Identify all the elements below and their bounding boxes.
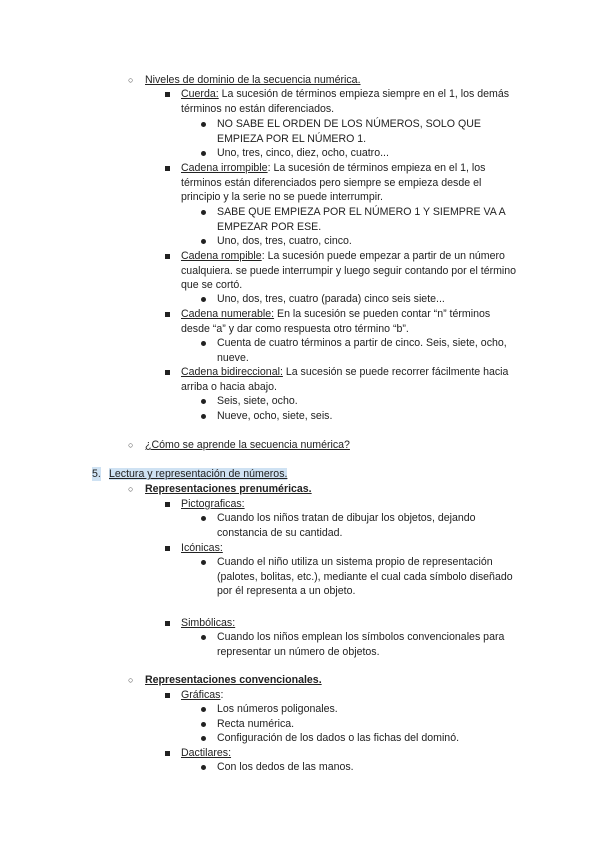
square-bullet-icon (165, 693, 170, 698)
cadena-bidireccional-sub-1: Seis, siete, ocho. (217, 395, 298, 407)
dot-bullet-icon (201, 151, 206, 156)
cadena-irrompible-item: Cadena irrompible: La sucesión de términos empieza en el 1, los términos están diferenciados pero siempre se empieza desde el principio y la serie no se puede interrumpir. (181, 162, 486, 203)
square-bullet-icon (165, 370, 170, 375)
dot-bullet-icon (201, 707, 206, 712)
dot-bullet-icon (201, 516, 206, 521)
como-heading: ¿Cómo se aprende la secuencia numérica? (145, 439, 350, 451)
dot-bullet-icon (201, 297, 206, 302)
iconicas-sub: Cuando el niño utiliza un sistema propio de representación (palotes, bolitas, etc.), mediante el cual cada símbolo diseñado por él representa a un objeto. (217, 556, 513, 597)
iconicas-item: Icónicas: (181, 542, 223, 554)
dot-bullet-icon (201, 210, 206, 215)
graficas-sub-2: Recta numérica. (217, 718, 295, 730)
dot-bullet-icon (201, 736, 206, 741)
square-bullet-icon (165, 254, 170, 259)
cuerda-item: Cuerda: La sucesión de términos empieza siempre en el 1, los demás términos no están diferenciados. (181, 88, 510, 115)
niveles-heading: Niveles de dominio de la secuencia numérica. (145, 74, 361, 86)
graficas-item: Gráficas: (181, 689, 224, 701)
section5-heading: Lectura y representación de números. (109, 468, 288, 480)
square-bullet-icon (165, 546, 170, 551)
section-number: 5. (92, 468, 101, 480)
convencionales-heading: Representaciones convencionales. (145, 674, 322, 686)
cadena-rompible-item: Cadena rompible: La sucesión puede empezar a partir de un número cualquiera. se puede interrumpir y luego seguir contando por el término que se cortó. (181, 250, 517, 291)
cadena-bidireccional-item: Cadena bidireccional: La sucesión se puede recorrer fácilmente hacia arriba o hacia abajo. (181, 366, 509, 393)
cuerda-sub-2: Uno, tres, cinco, diez, ocho, cuatro... (217, 147, 389, 159)
graficas-sub-1: Los números poligonales. (217, 703, 338, 715)
circle-bullet-icon: ○ (128, 484, 134, 494)
dot-bullet-icon (201, 239, 206, 244)
dactilares-sub-1: Con los dedos de las manos. (217, 761, 354, 773)
dot-bullet-icon (201, 341, 206, 346)
simbolicas-sub: Cuando los niños emplean los símbolos convencionales para representar un número de objetos. (217, 631, 505, 658)
pictograficas-item: Pictograficas: (181, 498, 245, 510)
dot-bullet-icon (201, 414, 206, 419)
dactilares-item: Dactilares: (181, 747, 232, 759)
dot-bullet-icon (201, 765, 206, 770)
dot-bullet-icon (201, 635, 206, 640)
square-bullet-icon (165, 621, 170, 626)
circle-bullet-icon: ○ (128, 440, 134, 450)
cuerda-sub-1: NO SABE EL ORDEN DE LOS NÚMEROS, SOLO QUE EMPIEZA POR EL NÚMERO 1. (217, 118, 481, 145)
cadena-irrompible-sub-1: SABE QUE EMPIEZA POR EL NÚMERO 1 Y SIEMPRE VA A EMPEZAR POR ESE. (217, 206, 506, 233)
dot-bullet-icon (201, 560, 206, 565)
dot-bullet-icon (201, 399, 206, 404)
square-bullet-icon (165, 502, 170, 507)
square-bullet-icon (165, 92, 170, 97)
cadena-numerable-sub-1: Cuenta de cuatro términos a partir de cinco. Seis, siete, ocho, nueve. (217, 337, 507, 364)
simbolicas-item: Simbólicas: (181, 617, 236, 629)
cadena-irrompible-sub-2: Uno, dos, tres, cuatro, cinco. (217, 235, 352, 247)
dot-bullet-icon (201, 722, 206, 727)
square-bullet-icon (165, 312, 170, 317)
circle-bullet-icon: ○ (128, 675, 134, 685)
dot-bullet-icon (201, 122, 206, 127)
square-bullet-icon (165, 751, 170, 756)
circle-bullet-icon: ○ (128, 75, 134, 85)
cadena-numerable-item: Cadena numerable: En la sucesión se pueden contar “n” términos desde “a” y dar como respuesta otro término “b”. (181, 308, 491, 335)
prenumericas-heading: Representaciones prenuméricas. (145, 483, 312, 495)
square-bullet-icon (165, 166, 170, 171)
cadena-bidireccional-sub-2: Nueve, ocho, siete, seis. (217, 410, 333, 422)
cadena-rompible-sub-1: Uno, dos, tres, cuatro (parada) cinco seis siete... (217, 293, 445, 305)
graficas-sub-3: Configuración de los dados o las fichas del dominó. (217, 732, 460, 744)
pictograficas-sub: Cuando los niños tratan de dibujar los objetos, dejando constancia de su cantidad. (217, 512, 476, 539)
